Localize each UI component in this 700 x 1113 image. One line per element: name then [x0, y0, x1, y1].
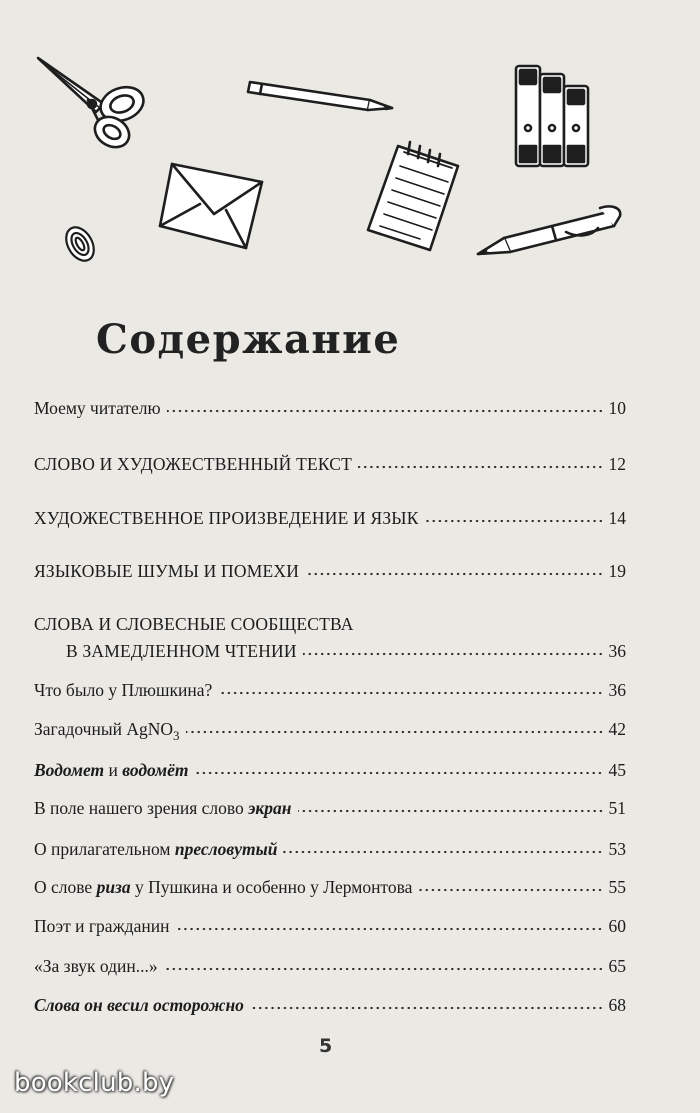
dot-leader	[250, 1006, 604, 1010]
toc-entry-page: 68	[608, 995, 626, 1015]
toc-entry-page: 10	[608, 398, 626, 418]
toc-entry-label-line2: В ЗАМЕДЛЕННОМ ЧТЕНИИ	[66, 641, 297, 661]
toc-entry-label: ЯЗЫКОВЫЕ ШУМЫ И ПОМЕХИ	[34, 561, 300, 581]
toc-entry-page: 14	[608, 508, 626, 528]
toc-entry-page: 65	[608, 956, 626, 976]
toc-entry-label: СЛОВО И ХУДОЖЕСТВЕННЫЙ ТЕКСТ	[34, 454, 353, 474]
toc-entry[interactable]	[34, 876, 626, 898]
scissors-icon	[38, 58, 148, 153]
toc-entry-label-line1[interactable]: СЛОВА И СЛОВЕСНЫЕ СООБЩЕСТВА	[34, 614, 354, 634]
toc-entry-label	[34, 838, 277, 860]
toc-entry[interactable]	[34, 507, 626, 529]
envelope-icon	[160, 164, 262, 248]
toc-entry-page: 42	[608, 719, 626, 739]
toc-entry-page: 36	[608, 680, 626, 700]
subscript: 3	[173, 728, 180, 743]
toc-entry-page: 60	[608, 916, 626, 936]
toc-entry-label-text: Загадочный AgNO	[34, 719, 174, 739]
toc-entry[interactable]	[34, 560, 626, 582]
dot-leader	[218, 691, 603, 695]
toc-entry-page: 53	[608, 839, 626, 859]
toc-entry-label: «За звук один...»	[34, 956, 158, 976]
dot-leader	[167, 409, 604, 413]
toc-entry-label	[34, 876, 412, 898]
page-title: Содержание	[96, 316, 401, 363]
toc-entry-page: 51	[608, 798, 626, 818]
toc-entry[interactable]	[34, 397, 626, 419]
pen-icon	[478, 206, 620, 254]
toc-entry-page: 45	[608, 760, 626, 780]
label-text: О слове	[34, 877, 97, 897]
label-text: у Пушкина и особенно у Лермонтова	[130, 877, 413, 897]
dot-leader	[358, 465, 603, 469]
toc-entry[interactable]	[34, 797, 626, 819]
toc-entry[interactable]	[34, 759, 626, 781]
dot-leader	[283, 850, 603, 854]
toc-entry-page: 55	[608, 877, 626, 897]
toc-entry-label	[34, 759, 188, 781]
dot-leader	[303, 652, 604, 656]
toc-entry[interactable]	[34, 955, 626, 977]
notepad-icon	[368, 142, 458, 250]
toc-entry-page: 12	[608, 454, 626, 474]
emphasis-word: экран	[248, 798, 292, 818]
dot-leader	[425, 519, 604, 523]
dot-leader	[418, 888, 603, 892]
dot-leader	[194, 771, 603, 775]
emphasis-word: водомёт	[122, 760, 189, 780]
toc-entry-label: Что было у Плюшкина?	[34, 680, 213, 700]
toc-entry[interactable]	[34, 718, 626, 742]
dot-leader	[186, 730, 604, 734]
emphasis-word: риза	[96, 877, 131, 897]
toc-entry[interactable]	[34, 453, 626, 475]
label-text: и	[104, 760, 123, 780]
dot-leader	[175, 927, 603, 931]
toc-entry-page: 36	[608, 641, 626, 661]
page-number: 5	[319, 1035, 333, 1057]
emphasis-word: пресловутый	[174, 839, 278, 859]
toc-entry-label: Поэт и гражданин	[34, 916, 170, 936]
pencil-icon	[248, 82, 392, 110]
toc-entry[interactable]	[34, 915, 626, 937]
toc-entry[interactable]	[34, 679, 626, 701]
toc-entry-label: Моему читателю	[34, 398, 161, 418]
toc-entry-label: Слова он весил осторожно	[34, 995, 244, 1015]
toc-entry-label	[34, 797, 292, 819]
binders-icon	[516, 66, 588, 166]
stationery-illustrations	[0, 0, 700, 300]
paperclip-icon	[61, 222, 100, 265]
toc-entry[interactable]	[34, 838, 626, 860]
watermark: bookclub.by	[14, 1068, 175, 1098]
toc-entry-label: ХУДОЖЕСТВЕННОЕ ПРОИЗВЕДЕНИЕ И ЯЗЫК	[34, 508, 419, 528]
toc-entry-label	[34, 718, 180, 742]
label-text: О прилагательном	[34, 839, 175, 859]
dot-leader	[305, 572, 603, 576]
toc-entry[interactable]	[66, 640, 626, 662]
toc-entry[interactable]	[34, 994, 626, 1016]
dot-leader	[298, 809, 604, 813]
toc-entry-page: 19	[608, 561, 626, 581]
label-text: В поле нашего зрения слово	[34, 798, 249, 818]
dot-leader	[164, 967, 604, 971]
emphasis-word: Водомет	[34, 760, 105, 780]
